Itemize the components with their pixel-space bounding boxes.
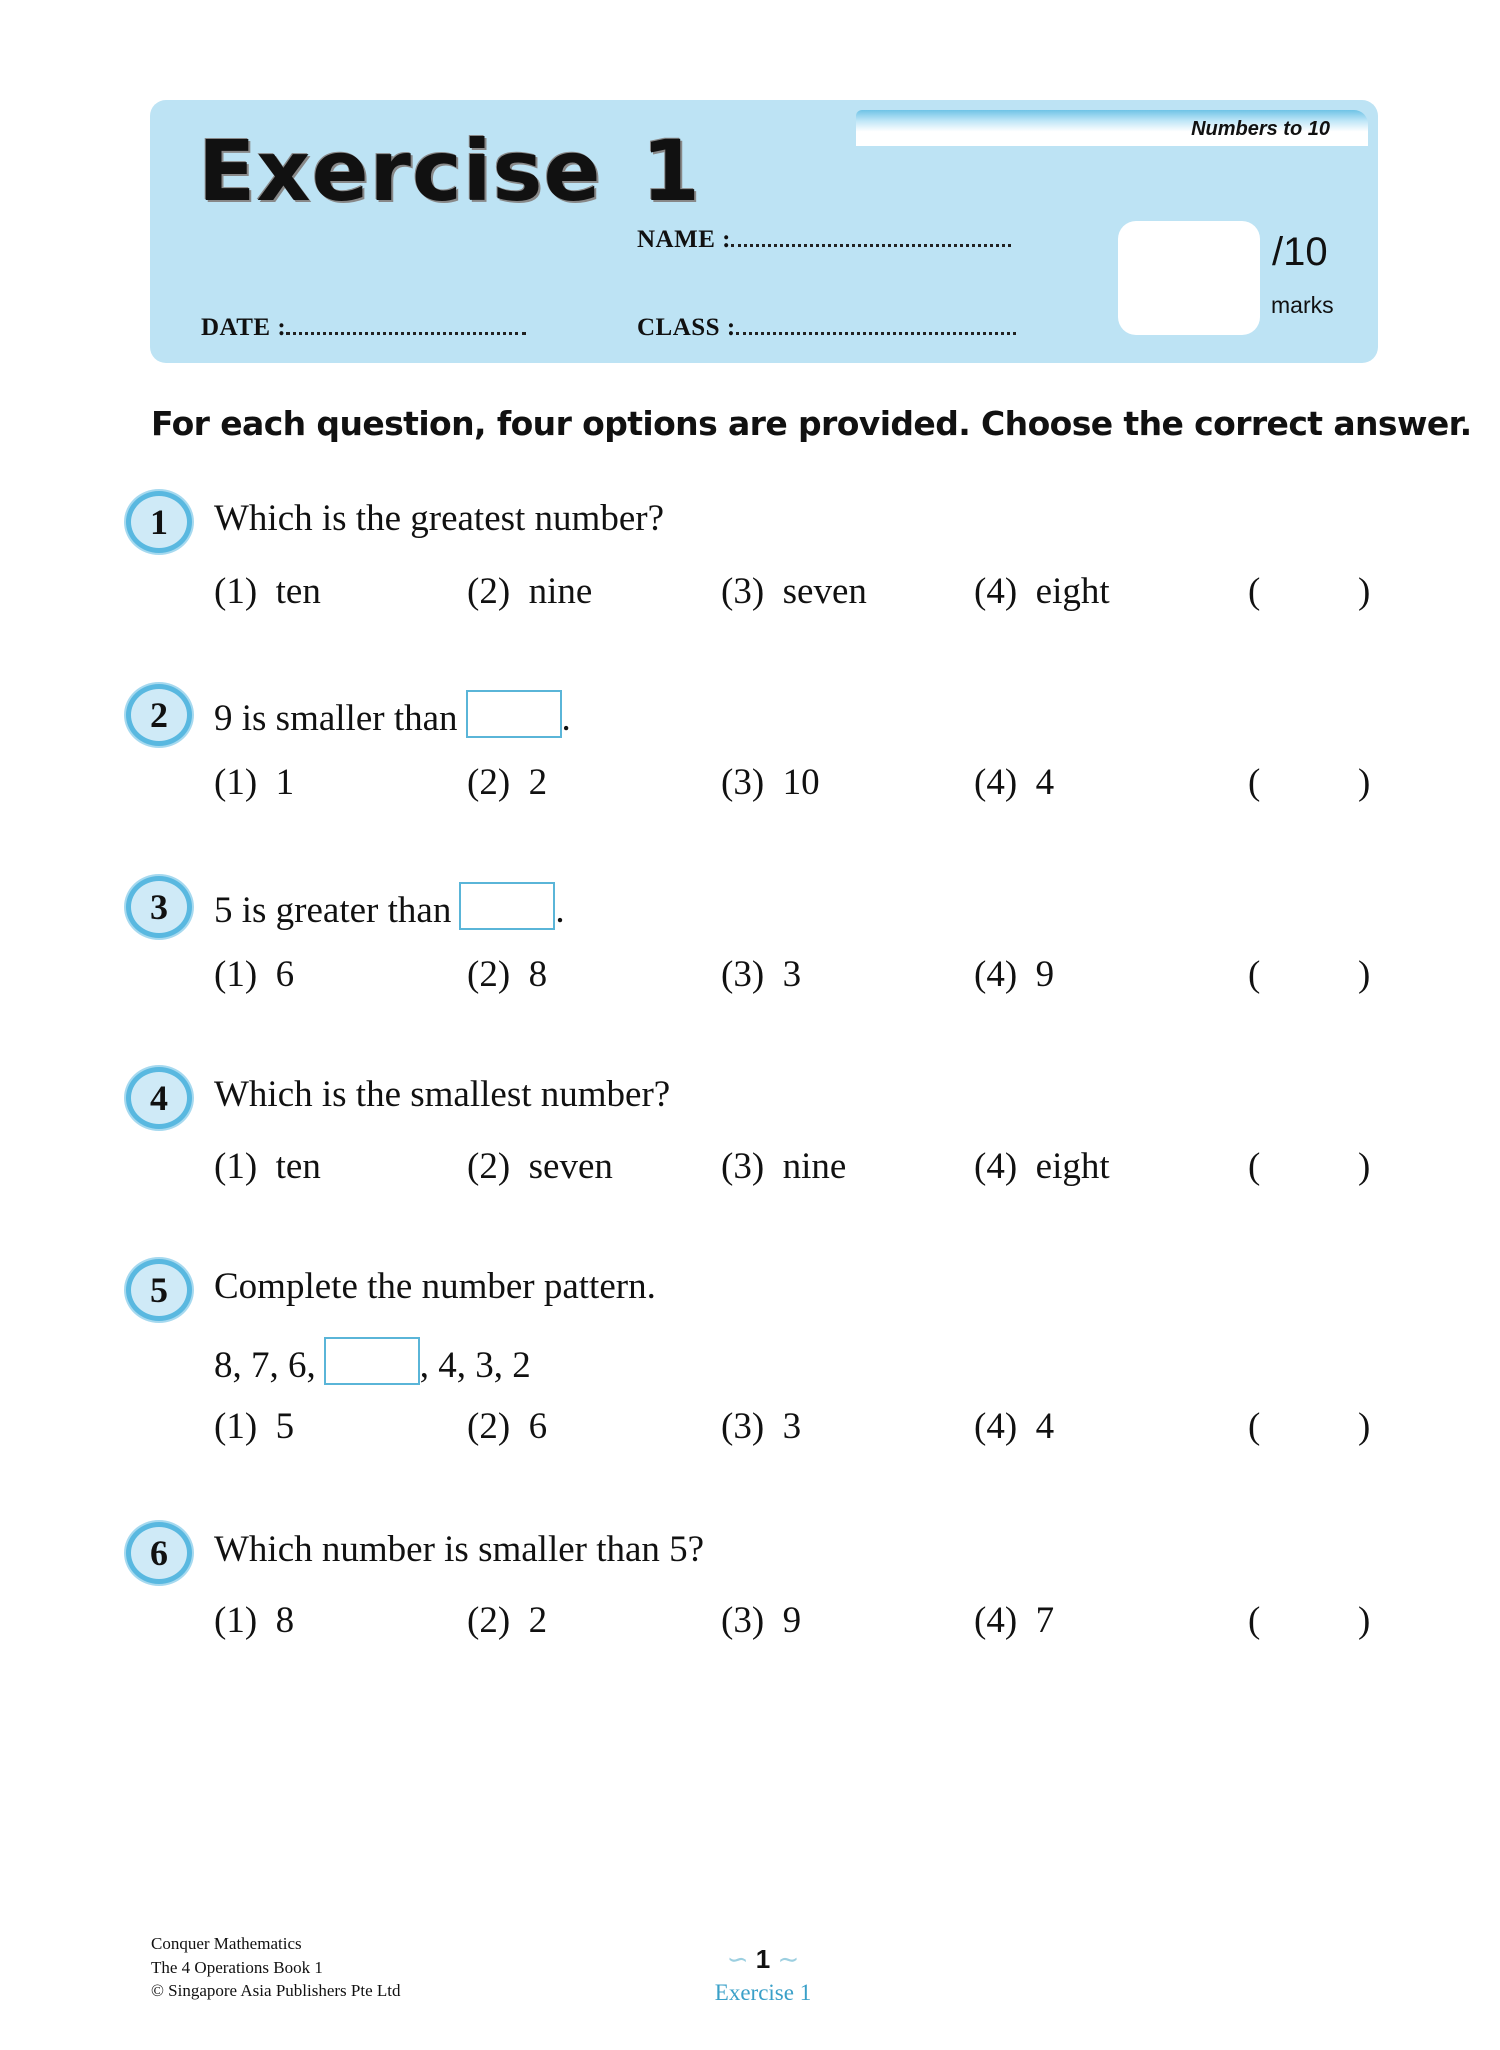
question-stem: Which is the smallest number?: [214, 1074, 671, 1115]
option-2[interactable]: (2) 6: [467, 1406, 548, 1447]
option-2[interactable]: (2) 8: [467, 954, 548, 995]
option-3[interactable]: (3) 3: [721, 1406, 802, 1447]
question-text: [214, 497, 664, 540]
option-1[interactable]: (1) 8: [214, 1600, 295, 1641]
option-2[interactable]: (2) seven: [467, 1146, 613, 1187]
footer-line2: The 4 Operations Book 1: [151, 1958, 323, 1977]
topic-tab: [856, 110, 1368, 146]
page-label: Exercise 1: [714, 1980, 812, 2005]
option-4[interactable]: (4) eight: [974, 1146, 1110, 1187]
option-2[interactable]: (2) 2: [467, 1600, 548, 1641]
name-label: NAME :: [637, 226, 731, 253]
instructions: For each question, four options are provided. Choose the correct answer.: [151, 404, 1472, 443]
date-label: DATE :: [201, 314, 287, 341]
answer-paren-open: (: [1248, 1146, 1261, 1187]
question-number-badge: 5: [126, 1259, 192, 1321]
option-2[interactable]: (2) 2: [467, 762, 548, 803]
answer-paren-close: ): [1358, 1406, 1371, 1447]
class-field[interactable]: [637, 314, 1016, 342]
answer-paren-close: ): [1358, 954, 1371, 995]
question-text: [214, 1073, 670, 1116]
number-pattern: [214, 1337, 531, 1387]
answer-paren-close: ): [1358, 1600, 1371, 1641]
pattern-before: 8, 7, 6,: [214, 1345, 316, 1386]
right-flourish-icon: ∼: [777, 1944, 800, 1974]
option-4[interactable]: (4) 4: [974, 1406, 1055, 1447]
answer-slot[interactable]: [1270, 1599, 1360, 1643]
option-3[interactable]: (3) 10: [721, 762, 820, 803]
score-box[interactable]: [1118, 221, 1260, 335]
option-4[interactable]: (4) 9: [974, 954, 1055, 995]
answer-paren-close: ): [1358, 762, 1371, 803]
question-stem: Complete the number pattern.: [214, 1266, 656, 1307]
pattern-blank-box: [324, 1337, 420, 1385]
answer-paren-open: (: [1248, 571, 1261, 612]
pattern-after: , 4, 3, 2: [419, 1345, 531, 1386]
option-4[interactable]: (4) 7: [974, 1600, 1055, 1641]
answer-slot[interactable]: [1270, 1405, 1360, 1449]
topic-label: Numbers to 10: [1191, 118, 1330, 140]
title-number: 1: [641, 122, 701, 220]
answer-slot[interactable]: [1270, 761, 1360, 805]
score-unit: marks: [1271, 292, 1334, 318]
answer-paren-close: ): [1358, 1146, 1371, 1187]
question-number-badge: 2: [126, 684, 192, 746]
question-number-badge: 6: [126, 1522, 192, 1584]
score-total: /10: [1272, 230, 1328, 274]
option-1[interactable]: (1) ten: [214, 571, 321, 612]
question-suffix: .: [561, 698, 571, 739]
question-text: [214, 1528, 704, 1571]
question-text: [214, 1265, 656, 1308]
page-number: [705, 1944, 821, 1975]
exercise-title: [198, 122, 701, 220]
option-3[interactable]: (3) seven: [721, 571, 867, 612]
question-number-badge: 4: [126, 1067, 192, 1129]
date-field[interactable]: [201, 314, 526, 342]
answer-blank-box: [459, 882, 555, 930]
left-flourish-icon: ∽: [726, 1944, 749, 1974]
answer-slot[interactable]: [1270, 1145, 1360, 1189]
option-3[interactable]: (3) 3: [721, 954, 802, 995]
option-2[interactable]: (2) nine: [467, 571, 593, 612]
answer-slot[interactable]: [1270, 953, 1360, 997]
option-1[interactable]: (1) 6: [214, 954, 295, 995]
option-3[interactable]: (3) nine: [721, 1146, 847, 1187]
page-number-value: 1: [755, 1944, 771, 1974]
question-stem: Which is the greatest number?: [214, 498, 664, 539]
class-label: CLASS :: [637, 314, 736, 341]
question-text: [214, 882, 565, 932]
footer-copyright: © Singapore Asia Publishers Pte Ltd: [151, 1981, 401, 2000]
option-1[interactable]: (1) ten: [214, 1146, 321, 1187]
option-1[interactable]: (1) 1: [214, 762, 295, 803]
question-number-badge: 1: [126, 491, 192, 553]
question-suffix: .: [555, 890, 565, 931]
option-1[interactable]: (1) 5: [214, 1406, 295, 1447]
name-field[interactable]: [637, 226, 1011, 254]
option-3[interactable]: (3) 9: [721, 1600, 802, 1641]
footer-line1: Conquer Mathematics: [151, 1934, 302, 1953]
option-4[interactable]: (4) eight: [974, 571, 1110, 612]
answer-blank-box: [466, 690, 562, 738]
answer-paren-open: (: [1248, 1406, 1261, 1447]
question-text: [214, 690, 571, 740]
answer-slot[interactable]: [1270, 570, 1360, 614]
answer-paren-close: ): [1358, 571, 1371, 612]
question-stem: 5 is greater than: [214, 890, 452, 931]
option-4[interactable]: (4) 4: [974, 762, 1055, 803]
answer-paren-open: (: [1248, 954, 1261, 995]
title-word: Exercise: [198, 122, 602, 220]
question-stem: 9 is smaller than: [214, 698, 458, 739]
question-number-badge: 3: [126, 876, 192, 938]
question-stem: Which number is smaller than 5?: [214, 1529, 705, 1570]
answer-paren-open: (: [1248, 1600, 1261, 1641]
answer-paren-open: (: [1248, 762, 1261, 803]
